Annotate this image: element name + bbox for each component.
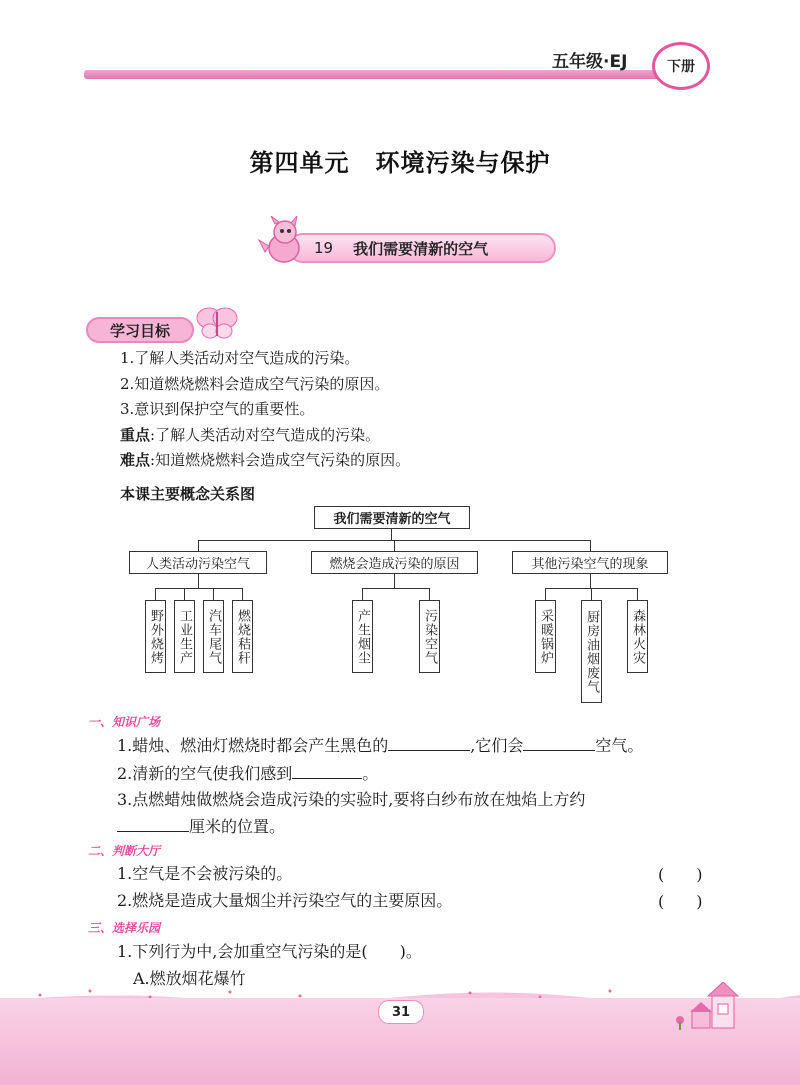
concept-root: 我们需要清新的空气 — [314, 506, 470, 529]
connector — [590, 540, 591, 551]
difficult-point — [120, 448, 410, 474]
concept-branch: 其他污染空气的现象 — [512, 551, 668, 574]
connector — [362, 588, 429, 589]
unit-name: 环境污染与保护 — [375, 149, 551, 177]
concept-branch: 人类活动污染空气 — [129, 551, 267, 574]
question-text: ,它们会 — [470, 736, 524, 755]
concept-leaf: 森林火灾 — [627, 600, 648, 673]
question-text: 。 — [362, 764, 379, 783]
connector — [429, 588, 430, 600]
section-heading: 一、知识广场 — [88, 715, 161, 729]
question-text: 2.清新的空气使我们感到 — [117, 764, 293, 783]
answer-blank[interactable] — [292, 760, 362, 779]
grade-label: 五年级·EJ — [552, 52, 628, 72]
objective-item: 1.了解人类活动对空气造成的污染。 — [120, 349, 360, 367]
question-text: 空气。 — [595, 736, 644, 755]
key-point — [120, 423, 410, 449]
concept-leaf: 产生烟尘 — [352, 600, 373, 673]
objectives-tag: 学习目标 — [86, 317, 194, 343]
connector — [184, 588, 185, 600]
concept-branch: 燃烧会造成污染的原因 — [311, 551, 478, 574]
section-heading: 三、选择乐园 — [88, 921, 161, 935]
question — [117, 732, 643, 759]
concept-map-title: 本课主要概念关系图 — [120, 485, 256, 503]
concept-leaf: 厨房油烟废气 — [581, 600, 602, 703]
page-number: 31 — [378, 1000, 424, 1024]
question — [117, 813, 285, 840]
question — [117, 787, 585, 813]
connector — [545, 588, 546, 600]
connector — [394, 540, 395, 551]
connector — [198, 574, 199, 588]
answer-paren[interactable]: ( ) — [658, 865, 703, 884]
question-text: 1.蜡烛、燃油灯燃烧时都会产生黑色的 — [117, 736, 389, 755]
difficult-point-text: :知道燃烧燃料会造成空气污染的原因。 — [150, 451, 411, 469]
objective-item: 3.意识到保护空气的重要性。 — [120, 400, 315, 418]
difficult-point-label: 难点 — [120, 451, 151, 469]
unit-number: 第四单元 — [249, 149, 350, 177]
question-text: 3.点燃蜡烛做燃烧会造成污染的实验时,要将白纱布放在烛焰上方约 — [117, 790, 586, 809]
castle-icon — [672, 982, 752, 1032]
question-text: 1.下列行为中,会加重空气污染的是( )。 — [117, 942, 422, 961]
question-text: 2.燃烧是造成大量烟尘并污染空气的主要原因。 — [117, 891, 453, 910]
unit-title — [0, 143, 800, 178]
connector — [394, 574, 395, 588]
concept-leaf: 燃烧秸秆 — [232, 600, 253, 673]
connector — [242, 588, 243, 600]
question-text: 1.空气是不会被污染的。 — [117, 864, 293, 883]
connector — [591, 588, 592, 600]
answer-blank[interactable] — [117, 813, 189, 832]
connector — [198, 540, 199, 551]
lesson-title: 我们需要清新的空气 — [353, 239, 489, 258]
lesson-number: 19 — [314, 239, 334, 257]
connector — [637, 588, 638, 600]
key-point-text: :了解人类活动对空气造成的污染。 — [150, 425, 381, 444]
key-point-label: 重点 — [120, 425, 151, 444]
question — [117, 760, 378, 787]
lesson-banner — [288, 233, 556, 263]
objectives-list — [120, 346, 410, 474]
question-text: 厘米的位置。 — [189, 817, 286, 836]
connector — [155, 588, 242, 589]
concept-leaf: 采暖锅炉 — [535, 600, 556, 673]
concept-leaf: 汽车尾气 — [203, 600, 224, 673]
dragon-mascot-icon — [257, 216, 307, 268]
answer-blank[interactable] — [523, 732, 595, 751]
connector — [213, 588, 214, 600]
connector — [362, 588, 363, 600]
section-heading: 二、判断大厅 — [88, 844, 161, 858]
answer-paren[interactable]: ( ) — [658, 892, 703, 911]
concept-leaf: 野外烧烤 — [145, 600, 166, 673]
option-text: A.燃放烟花爆竹 — [133, 969, 246, 988]
concept-leaf: 工业生产 — [174, 600, 195, 673]
connector — [590, 574, 591, 588]
connector — [155, 588, 156, 600]
objective-item: 2.知道燃烧燃料会造成空气污染的原因。 — [120, 374, 390, 393]
volume-badge: 下册 — [652, 42, 710, 90]
concept-leaf: 污染空气 — [419, 600, 440, 673]
answer-blank[interactable] — [388, 732, 470, 751]
butterfly-icon — [195, 304, 239, 340]
